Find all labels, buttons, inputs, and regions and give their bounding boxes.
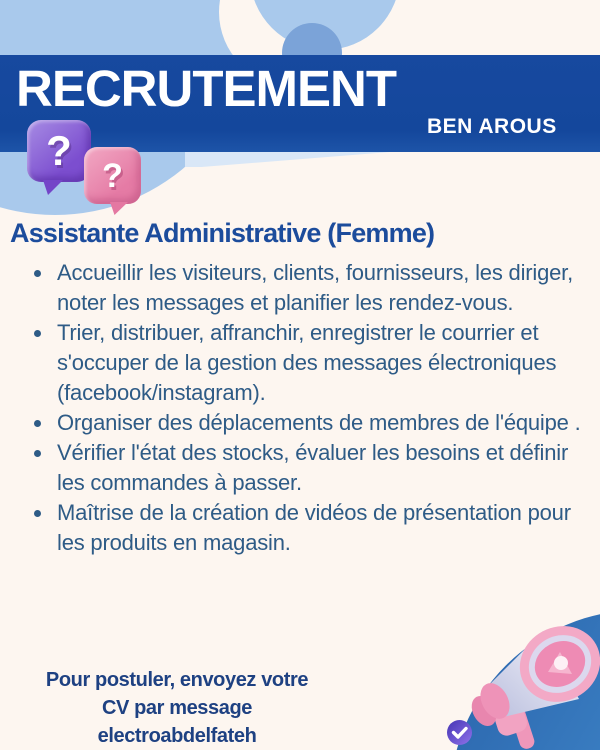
banner-title: RECRUTEMENT — [16, 60, 396, 117]
footer-cta — [12, 666, 342, 750]
banner-subtitle: BEN AROUS — [427, 115, 557, 138]
responsibilities-list — [30, 258, 582, 558]
question-mark-icon: ? — [102, 156, 123, 195]
responsibility-item: • Organiser des déplacements de membres de l'équipe . — [54, 408, 582, 438]
question-mark-icon: ? — [46, 127, 72, 174]
verified-check-icon — [446, 719, 473, 746]
responsibility-item: • Trier, distribuer, affranchir, enregistrer le courrier et s'occuper de la gestion des messages électroniques (facebook/instagram). — [54, 318, 582, 408]
footer-cta-line1: Pour postuler, envoyez votre — [45, 669, 309, 691]
purple-question-bubble — [27, 120, 91, 182]
megaphone-icon — [400, 560, 600, 750]
footer-handle: electroabdelfateh — [97, 725, 257, 747]
responsibility-item: • Vérifier l'état des stocks, évaluer les besoins et définir les commandes à passer. — [54, 438, 582, 498]
bubble-tail — [110, 202, 128, 215]
pink-question-bubble — [84, 147, 141, 204]
banner-underglow-wedge — [185, 152, 390, 167]
job-title: Assistante Administrative (Femme) — [10, 218, 435, 248]
responsibility-item: • Maîtrise de la création de vidéos de présentation pour les produits en magasin. — [54, 498, 582, 558]
footer-cta-line2: CV par message — [101, 697, 253, 719]
responsibility-item: • Accueillir les visiteurs, clients, fournisseurs, les diriger, noter les messages et planifier les rendez-vous. — [54, 258, 582, 318]
